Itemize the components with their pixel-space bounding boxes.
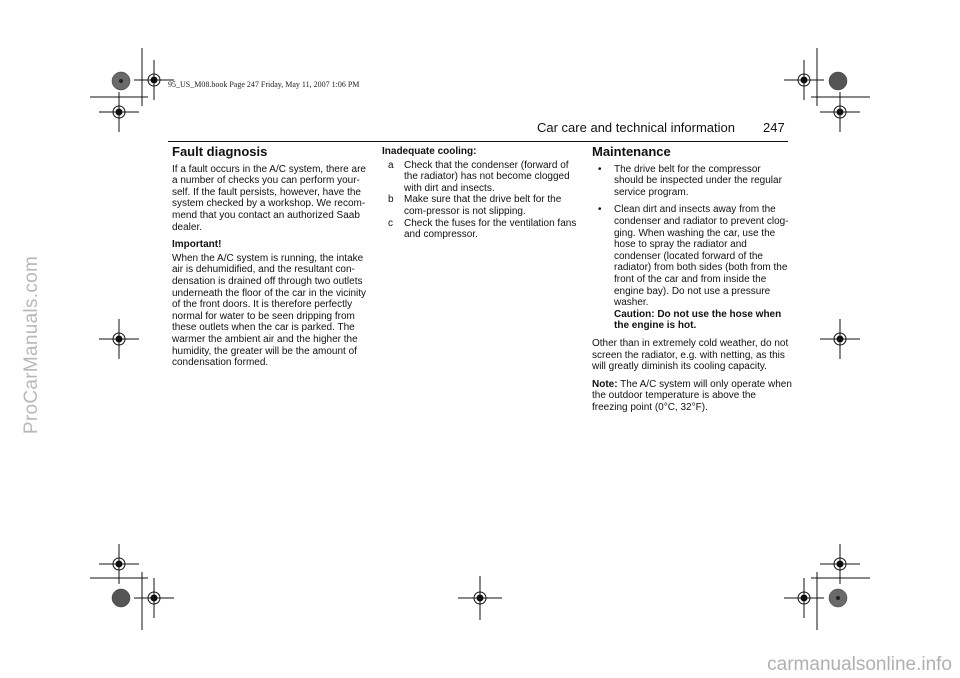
section-heading: Maintenance — [592, 144, 671, 159]
list-item-text: Check that the condenser (forward of the radiator) has not become clogged with dirt and insects. — [404, 159, 570, 194]
list-item-text: Check the fuses for the ventilation fans and compressor. — [404, 217, 577, 241]
important-label: Important! — [172, 239, 222, 251]
book-info-line: 95_US_M08.book Page 247 Friday, May 11, 2007 1:06 PM — [168, 80, 360, 89]
bullet-marker: • — [598, 204, 602, 216]
list-item-text: Make sure that the drive belt for the com-pressor is not slipping. — [404, 194, 562, 217]
section-heading: Fault diagnosis — [172, 144, 268, 159]
list-marker: b — [388, 194, 394, 206]
header-divider — [168, 141, 788, 142]
list-item — [382, 194, 582, 217]
list-item-text: Clean dirt and insects away from the condenser and radiator to prevent clog-ging. When washing the car, use the hose to spray the radiator and condenser (located forward of the radiator) from both sides (both from the front of the car and from inside the engine bay). Do not use a pressure washer. — [614, 204, 789, 309]
bottom-watermark: carmanualsonline.info — [767, 654, 952, 675]
list-item — [592, 164, 792, 199]
list-item — [382, 160, 582, 195]
note-paragraph — [592, 379, 792, 414]
subheading: Inadequate cooling: — [382, 146, 477, 157]
list-item — [592, 204, 792, 332]
paragraph: When the A/C system is running, the intake air is dehumidified, and the resultant con-densation is drained off through two outlets underneath the floor of the car in the vicinity of the front doors. It is therefore perfectly normal for water to be seen dripping from these outlets when the car is parked. The warmer the ambient air and the higher the humidity, the greater will be the amount of condensation formed. — [172, 252, 367, 369]
list-item — [382, 218, 582, 241]
column-maintenance — [592, 146, 792, 419]
column-fault-diagnosis — [172, 146, 368, 375]
page-header-title: Car care and technical information — [537, 120, 735, 135]
note-label: Note: — [592, 378, 618, 390]
list-item-body — [614, 204, 792, 332]
list-item-text: The drive belt for the compressor should be inspected under the regular service program. — [614, 163, 782, 198]
paragraph: If a fault occurs in the A/C system, there are a number of checks you can perform your-self. If the fault persists, however, have the system checked by a workshop. We recom-mend that you contact an authorized Saab dealer. — [172, 163, 366, 233]
paragraph: Other than in extremely cold weather, do not screen the radiator, e.g. with netting, as this will greatly diminish its cooling capacity. — [592, 337, 789, 373]
bullet-marker: • — [598, 163, 602, 175]
caution-text: Caution: Do not use the hose when the engine is hot. — [614, 308, 782, 332]
page-number: 247 — [763, 120, 785, 135]
side-watermark: ProCarManuals.com — [21, 255, 42, 435]
note-text: The A/C system will only operate when the outdoor temperature is above the freezing point (0°C, 32°F). — [592, 378, 792, 413]
list-marker: a — [388, 159, 394, 171]
column-inadequate-cooling — [382, 146, 582, 241]
list-marker: c — [388, 217, 393, 229]
